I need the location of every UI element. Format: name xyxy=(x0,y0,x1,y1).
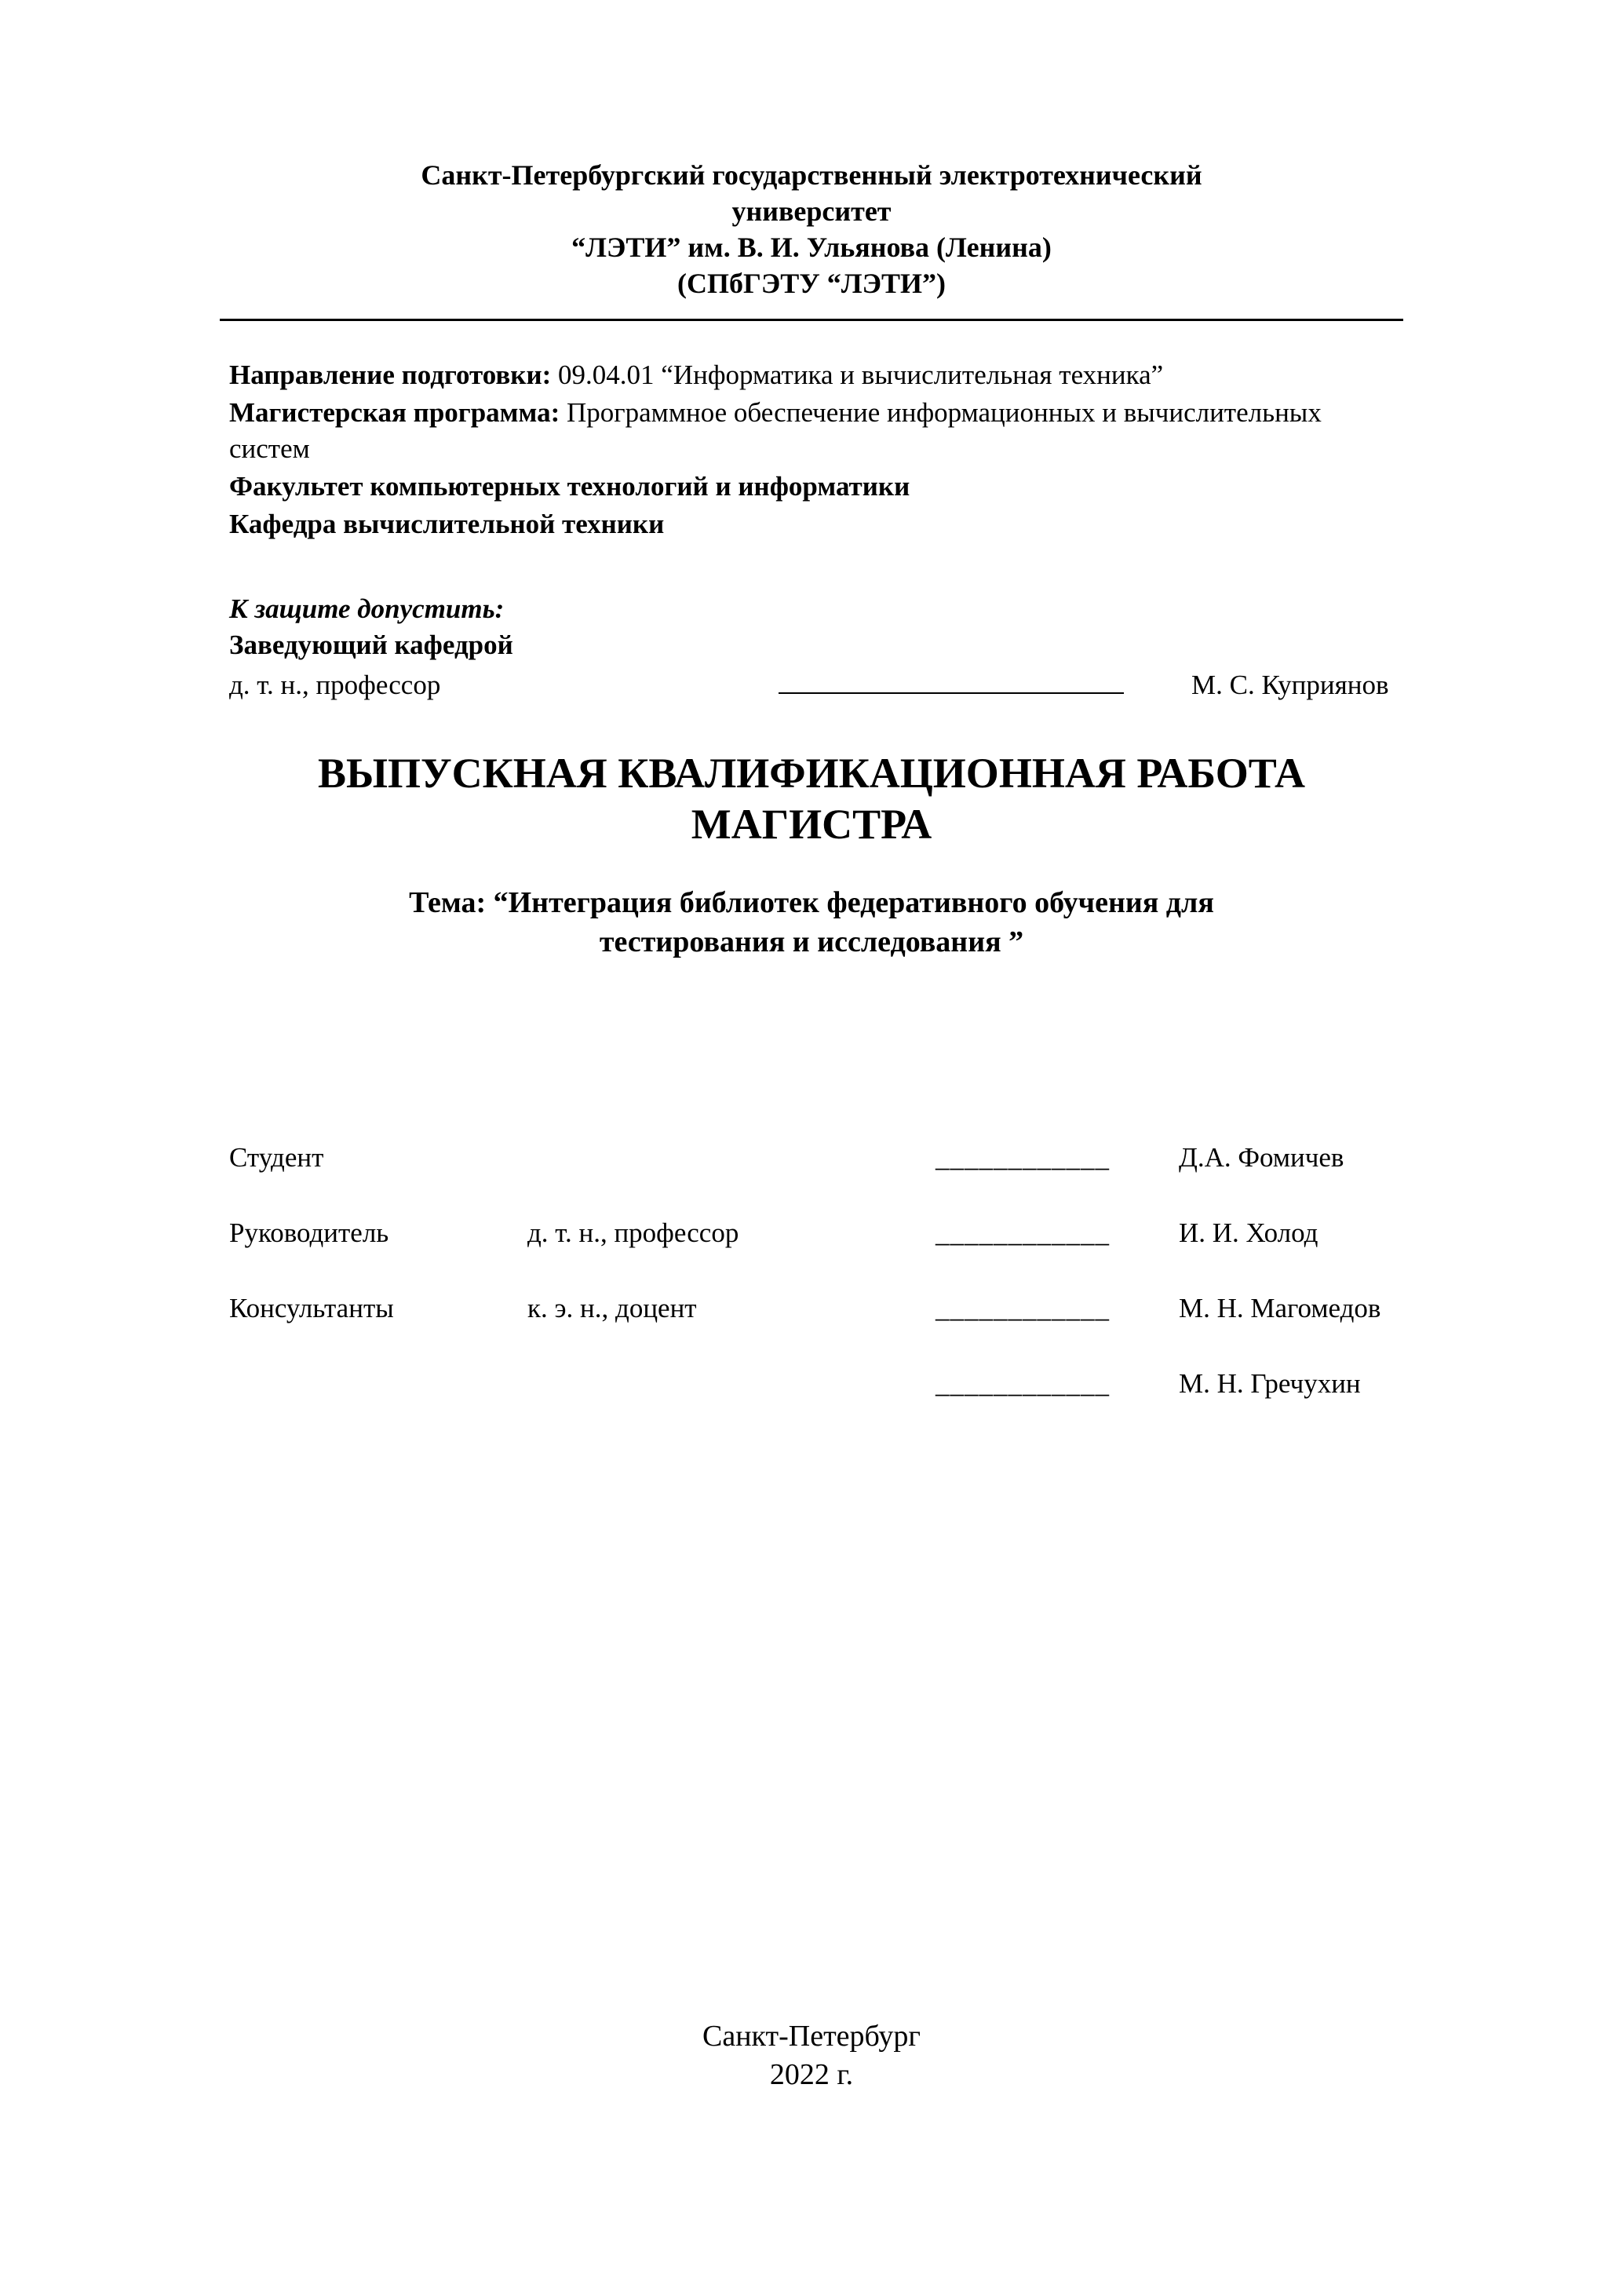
document-footer xyxy=(0,2017,1623,2095)
direction-value: 09.04.01 “Информатика и вычислительная техника” xyxy=(551,360,1164,391)
university-line-2: университет xyxy=(731,195,892,228)
program-info-block xyxy=(229,357,1394,542)
head-of-department-label: Заведующий кафедрой xyxy=(229,630,513,661)
department-line: Кафедра вычислительной техники xyxy=(229,508,665,539)
row-role: Студент xyxy=(229,1142,324,1174)
row-signature-line: ____________ xyxy=(936,1368,1110,1400)
document-title-line-1: ВЫПУСКНАЯ КВАЛИФИКАЦИОННАЯ РАБОТА xyxy=(317,750,1306,798)
thesis-theme xyxy=(259,883,1364,962)
row-degree xyxy=(527,1142,936,1217)
program-label: Магистерская программа: xyxy=(229,397,560,429)
signatures-table xyxy=(229,1142,1399,1444)
university-line-3: “ЛЭТИ” им. В. И. Ульянова (Ленина) xyxy=(571,232,1052,264)
footer-city: Санкт-Петербург xyxy=(702,2020,921,2053)
footer-year: 2022 г. xyxy=(769,2058,854,2092)
row-degree: к. э. н., доцент xyxy=(527,1293,697,1324)
program-value: Программное обеспечение информационных и вычислительных систем xyxy=(229,397,1322,464)
university-header xyxy=(0,0,1623,301)
row-name: И. И. Холод xyxy=(1179,1217,1318,1249)
row-signature-line: ____________ xyxy=(936,1142,1110,1174)
table-row xyxy=(229,1142,1399,1217)
header-divider xyxy=(220,319,1403,321)
row-role: Руководитель xyxy=(229,1217,389,1249)
faculty-line: Факультет компьютерных технологий и информатики xyxy=(229,470,910,502)
approval-block xyxy=(229,591,1394,705)
document-title xyxy=(141,748,1482,850)
row-role xyxy=(229,1368,527,1444)
row-name: М. Н. Гречухин xyxy=(1179,1368,1361,1400)
program-line xyxy=(229,395,1394,467)
theme-line-2: тестирования и исследования ” xyxy=(599,925,1024,958)
table-row xyxy=(229,1217,1399,1293)
university-line-4: (СПбГЭТУ “ЛЭТИ”) xyxy=(677,268,946,300)
admit-label: К защите допустить: xyxy=(229,593,505,624)
row-degree: д. т. н., профессор xyxy=(527,1217,739,1249)
row-name: М. Н. Магомедов xyxy=(1179,1293,1381,1324)
head-signature-row xyxy=(229,667,1394,704)
table-row xyxy=(229,1293,1399,1368)
direction-line xyxy=(229,357,1394,393)
head-degree: д. т. н., профессор xyxy=(229,670,441,701)
head-signature-line xyxy=(779,669,1124,694)
head-name: М. С. Куприянов xyxy=(1191,670,1389,701)
row-signature-line: ____________ xyxy=(936,1293,1110,1324)
theme-line-1: Тема: “Интеграция библиотек федеративного обучения для xyxy=(409,885,1214,919)
table-row xyxy=(229,1368,1399,1444)
row-name: Д.А. Фомичев xyxy=(1179,1142,1344,1174)
direction-label: Направление подготовки: xyxy=(229,360,552,391)
document-title-line-2: МАГИСТРА xyxy=(691,801,932,848)
row-signature-line: ____________ xyxy=(936,1217,1110,1249)
row-role: Консультанты xyxy=(229,1293,394,1324)
row-degree xyxy=(527,1368,936,1444)
university-line-1: Санкт-Петербургский государственный электротехнический xyxy=(421,159,1202,191)
